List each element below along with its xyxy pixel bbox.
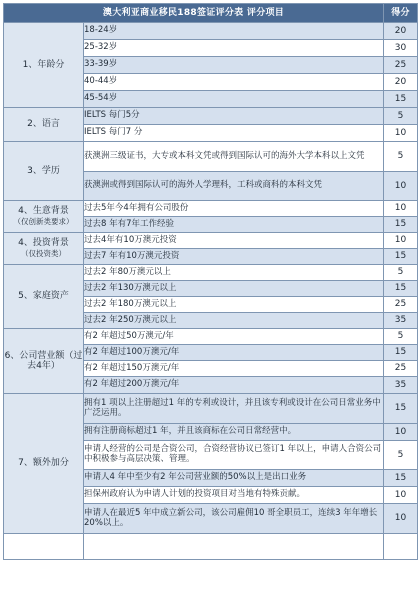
- points-cell: 25: [384, 361, 418, 377]
- points-cell: 25: [384, 57, 418, 74]
- category-label: 5、家庭资产: [18, 291, 69, 302]
- table-row: [4, 233, 418, 249]
- points-cell: 20: [384, 74, 418, 91]
- category-cell: [4, 108, 84, 142]
- criterion-cell: 过去4年有10万澳元投资: [84, 233, 384, 249]
- empty-cell: [4, 534, 84, 560]
- criterion-cell: 过去8 年有7年工作经验: [84, 217, 384, 233]
- criterion-cell: 拥有注册商标超过1 年，并且该商标在公司日常经营中。: [84, 424, 384, 441]
- criterion-cell: 25-32岁: [84, 40, 384, 57]
- criterion-cell: IELTS 每门5分: [84, 108, 384, 125]
- points-cell: 15: [384, 281, 418, 297]
- criterion-cell: 申请人4 年中至少有2 年公司营业额的50%以上是出口业务: [84, 470, 384, 487]
- table-row: [4, 142, 418, 172]
- points-cell: 5: [384, 265, 418, 281]
- points-cell: 5: [384, 441, 418, 470]
- points-cell: 15: [384, 470, 418, 487]
- table-row: [4, 201, 418, 217]
- category-cell: [4, 23, 84, 108]
- table-body: [4, 23, 418, 560]
- criterion-cell: 拥有1 项以上注册超过1 年的专利或设计，并且该专利或设计在公司日常业务中广泛运用。: [84, 394, 384, 424]
- criterion-cell: 担保州政府认为申请人计划的投资项目对当地有特殊贡献。: [84, 487, 384, 504]
- category-note: （仅创新类要求）: [13, 217, 74, 227]
- criterion-cell: 过去2 年180万澳元以上: [84, 297, 384, 313]
- table-row: [4, 329, 418, 345]
- points-cell: 10: [384, 504, 418, 534]
- criterion-cell: 过去7 年有10万澳元投资: [84, 249, 384, 265]
- points-cell: 15: [384, 249, 418, 265]
- visa-score-table: [3, 3, 418, 560]
- points-cell: 15: [384, 217, 418, 233]
- criterion-cell: 有2 年超过100万澳元/年: [84, 345, 384, 361]
- criterion-cell: 33-39岁: [84, 57, 384, 74]
- table-row: [4, 108, 418, 125]
- category-cell: [4, 201, 84, 233]
- category-label: 3、学历: [27, 165, 60, 176]
- points-cell: 5: [384, 108, 418, 125]
- criterion-cell: 45-54岁: [84, 91, 384, 108]
- criterion-cell: 申请人在最近5 年中成立新公司，该公司雇佣10 哥全职员工，连续3 年年增长20%以上。: [84, 504, 384, 534]
- criterion-cell: 有2 年超过50万澳元/年: [84, 329, 384, 345]
- table-row: [4, 394, 418, 424]
- category-cell: [4, 142, 84, 201]
- empty-cell: [84, 534, 384, 560]
- criterion-cell: 有2 年超过150万澳元/年: [84, 361, 384, 377]
- category-label: 4、投资背景: [18, 238, 69, 249]
- criterion-cell: 18-24岁: [84, 23, 384, 40]
- points-cell: 10: [384, 487, 418, 504]
- category-cell: [4, 265, 84, 329]
- category-label: 7、额外加分: [18, 458, 69, 469]
- points-cell: 5: [384, 329, 418, 345]
- category-note: （仅投资类）: [21, 249, 66, 259]
- category-cell: [4, 394, 84, 534]
- points-cell: 25: [384, 297, 418, 313]
- empty-cell: [384, 534, 418, 560]
- category-label: 6、公司营业额（过去4年）: [4, 350, 83, 371]
- criterion-cell: 获澳洲三级证书，大专或本科文凭或得到国际认可的海外大学本科以上文凭: [84, 142, 384, 172]
- category-label: 2、语言: [27, 119, 60, 130]
- empty-row: [4, 534, 418, 560]
- category-label: 1、年龄分: [22, 59, 65, 70]
- score-column-header: 得分: [384, 4, 418, 23]
- points-cell: 10: [384, 201, 418, 217]
- criterion-cell: 获澳洲或得到国际认可的海外人学理科，工科或商科的本科文凭: [84, 172, 384, 201]
- points-cell: 5: [384, 142, 418, 172]
- points-cell: 10: [384, 233, 418, 249]
- points-cell: 10: [384, 424, 418, 441]
- criterion-cell: 申请人经营的公司是合资公司，合资经营协议已签订1 年以上，申请人合资公司中积极参与高层决策、管理。: [84, 441, 384, 470]
- criterion-cell: 过去2 年130万澳元以上: [84, 281, 384, 297]
- header-row: [4, 4, 418, 23]
- points-cell: 35: [384, 313, 418, 329]
- criterion-cell: 40-44岁: [84, 74, 384, 91]
- table-row: [4, 23, 418, 40]
- category-label: 4、生意背景: [18, 206, 69, 217]
- table-title: 澳大利亚商业移民188签证评分表 评分项目: [4, 4, 384, 23]
- criterion-cell: IELTS 每门7 分: [84, 125, 384, 142]
- points-cell: 30: [384, 40, 418, 57]
- points-cell: 15: [384, 394, 418, 424]
- category-cell: [4, 233, 84, 265]
- points-cell: 35: [384, 377, 418, 394]
- points-cell: 15: [384, 91, 418, 108]
- points-cell: 10: [384, 125, 418, 142]
- points-cell: 20: [384, 23, 418, 40]
- points-cell: 10: [384, 172, 418, 201]
- points-cell: 15: [384, 345, 418, 361]
- table-row: [4, 265, 418, 281]
- criterion-cell: 过去2 年250万澳元以上: [84, 313, 384, 329]
- criterion-cell: 过去5年今4年拥有公司股份: [84, 201, 384, 217]
- category-cell: [4, 329, 84, 394]
- criterion-cell: 过去2 年80万澳元以上: [84, 265, 384, 281]
- criterion-cell: 有2 年超过200万澳元/年: [84, 377, 384, 394]
